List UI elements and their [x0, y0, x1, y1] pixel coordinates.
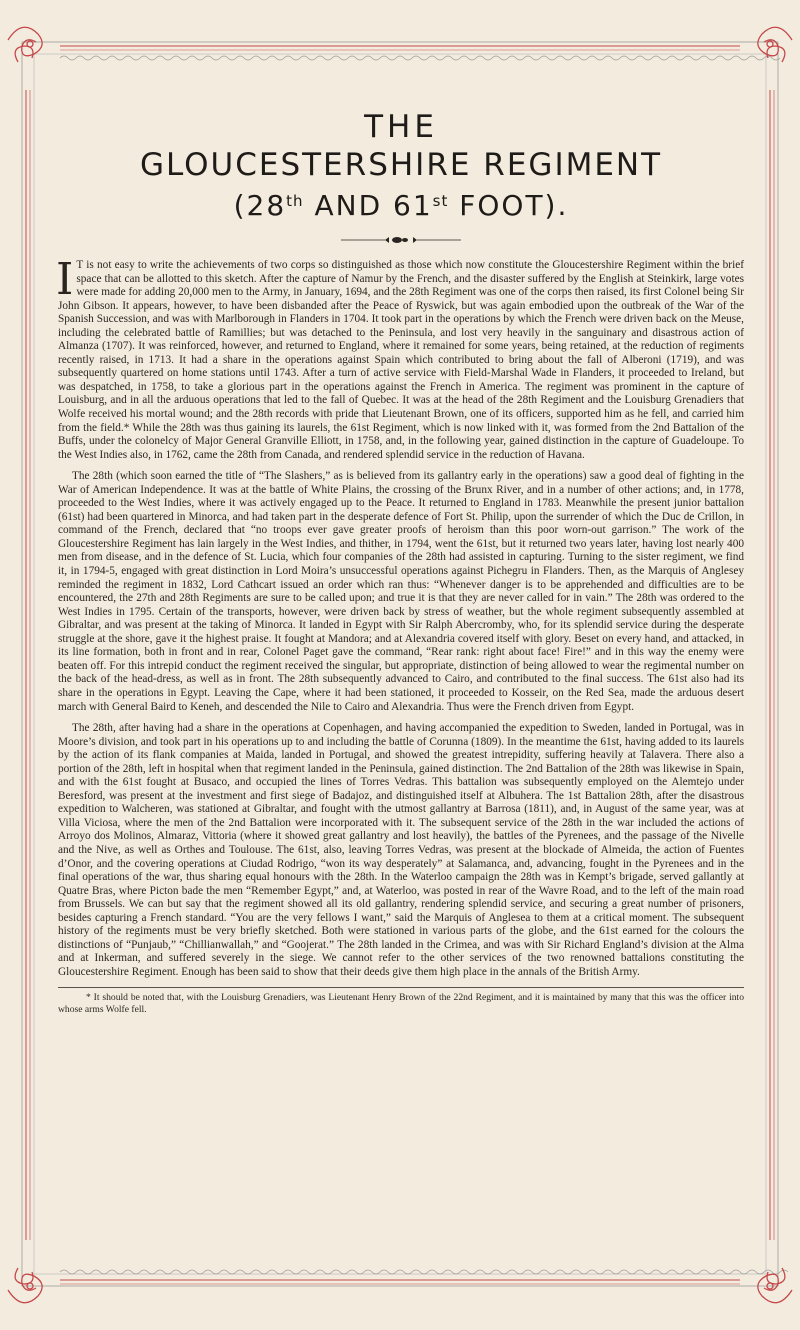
article-body: [56, 254, 744, 979]
title-line-the: THE: [364, 109, 438, 145]
footnote: * It should be noted that, with the Louisburg Grenadiers, was Lieutenant Henry Brown of the 22nd Regiment, and it is maintained by many that this was the officer into whose arms Wolfe fell.: [58, 992, 744, 1016]
paragraph-3: The 28th, after having had a share in the operations at Copenhagen, and having accompanied the expedition to Sweden, landed in Portugal, was in Moore’s division, and took part in his operations up to and including the battle of Corunna (1809). In the meantime the 61st, having added to its laurels by the action of its flank companies at Maida, landed in Portugal, and showed the greatest intrepidity, suffering heavily at Talavera. There also a portion of the 28th, left in hospital when that regiment landed in the Peninsula, gained distinction. The 2nd Battalion of the 28th was likewise in Spain, and with the 61st fought at Busaco, and occupied the lines of Torres Vedras. This battalion was subsequently employed on the Alemtejo under Beresford, was present at the investment and first siege of Badajoz, and distinguished itself at Albuhera. The 1st Battalion 28th, after the disastrous expedition to Walcheren, was stationed at Gibraltar, and fought with the utmost gallantry at Barrosa (1811), and, in August of the same year, was at Villa Viciosa, where the men of the 2nd Battalion were incorporated with it. The subsequent service of the 28th in the war included the actions of Arroyo dos Molinos, Almaraz, Vittoria (where it showed great gallantry and lost heavily), the battles of the Pyrenees, and the passage of the Nivelle and the Nive, as well as Orthes and Toulouse. The 61st, also, leaving Torres Vedras, was present at the blockade of Almeida, the action of Fuentes d’Onor, and the covering operations at Ciudad Rodrigo, “won its way desperately” at Salamanca, and, advancing, fought in the Pyrenees and in the final operations of the war, thus sharing equal honours with the 28th. In the Waterloo campaign the 28th was in Kempt’s brigade, served gallantly at Quatre Bras, where Picton bade the men “Remember Egypt,” and, at Waterloo, was posted in rear of the Wavre Road, and to the left of the main road from Brussels. We can but say that the regiment showed all its old gallantry, rendering splendid service, and securing a great number of prisoners, besides capturing a French standard. “You are the very fellows I want,” said the Marquis of Anglesea to them at a critical moment. The subsequent history of the regiments must be very briefly sketched. Both were stationed in various parts of the globe, and the 61st earned for the colours the distinctions of “Punjaub,” “Chillianwallah,” and “Goojerat.” The 28th landed in the Crimea, and was with Sir Richard England’s division at the Alma and at Inkerman, and suffered severely in the siege. We cannot refer to the other services of the two renowned battalions constituting the Gloucestershire Regiment. Enough has been said to show that their deeds give them high place in the annals of the British Army.: [58, 722, 744, 978]
corner-ornament-icon: [8, 27, 42, 62]
content-area: [58, 100, 744, 1272]
drop-cap: I: [56, 254, 74, 305]
title-subtitle: (28th AND 61st FOOT).: [233, 189, 569, 222]
title-regiment: GLOUCESTERSHIRE REGIMENT: [139, 147, 663, 183]
paragraph-2: The 28th (which soon earned the title of “The Slashers,” as is believed from its gallantry early in the operations) saw a good deal of fighting in the War of American Independence. It was at the battle of White Plains, the crossing of the Brunx River, and in a number of other actions; and, in 1778, proceeded to the West Indies, where it was actively engaged up to the Peace. It returned to England in 1783. Meanwhile the present junior battalion (61st) had been quartered in Minorca, and had taken part in the desperate defence of Fort St. Philip, upon the surrender of which the Duc de Crillon, in command of the French, declared that “no troops ever gave greater proofs of heroism than this poor worn-out garrison.” The work of the Gloucestershire Regiment has lain largely in the West Indies, and thither, in 1794, went the 61st, but it returned two years later, having lost nearly 400 men from disease, and in the defence of St. Lucia, which four companies of the 28th had assisted in capturing. Turning to the sister regiment, we find it, in 1794-5, engaged with great distinction in Lord Moira’s unsuccessful operations against Pichegru in Flanders. Then, as the Marquis of Anglesey reminded the regiment in 1832, Lord Cathcart issued an order which ran thus: “Whenever danger is to be apprehended and difficulties are to be encountered, the 27th and 28th Regiments are sure to be called upon; and true it is that they are never called for in vain.” The 28th was ordered to the West Indies in 1795. Certain of the transports, however, were driven back by stress of weather, but the whole regiment subsequently assembled at Gibraltar, and was present at the taking of Minorca. It landed in Egypt with Sir Ralph Abercromby, who, for its splendid service during the desperate struggle at the shore, gave it the highest praise. It fought at Mandora; and at Alexandria covered itself with glory. Beset on every hand, and attacked, in its line formation, both in front and in rear, Colonel Paget gave the command, “Rear rank: right about face! Fire!” and in this way the enemy were beaten off. For this intrepid conduct the regiment received the singular, but appropriate, distinction of being allowed to wear the regimental number on the back of the head-dress, as well as in front. The 28th subsequently advanced to Cairo, and contributed to the final success. The 61st also had its share in the operations in Egypt. Leaving the Cape, where it had been stationed, it proceeded to Kosseir, on the Red Sea, made the arduous desert march with General Baird to Keneh, and descended the Nile to Cairo and Alexandria. Thus were the French driven from Egypt.: [58, 470, 744, 713]
divider-ornament-icon: [341, 235, 461, 245]
footnote-rule: [58, 987, 744, 988]
paragraph-1: I T is not easy to write the achievements of two corps so distinguished as those which now constitute the Gloucestershire Regiment within the brief space that can be allotted to this sketch. After the capture of Namur by the French, and the disaster suffered by the English at Steinkirk, large votes were made for adding 20,000 men to the Army, in January, 1694, and the 28th Regiment was one of the corps then raised, its first Colonel being Sir John Gibson. It appears, however, to have been disbanded after the Peace of Ryswick, but was again embodied upon the outbreak of the War of the Spanish Succession, and was with Marlborough in Flanders in 1704. It took part in the operations by which the French were driven back on the Meuse, including the celebrated battle of Ramillies; but was detached to the Peninsula, and lost very heavily in the sanguinary and disastrous action of Almanza (1707). It was reinforced, however, and returned to England, where it remained for some years, being retained, at the reduction of regiments recently raised, in 1713. It had a share in the operations against Spain which contributed to bring about the fall of Alberoni (1719), and was subsequently quartered on home stations until 1743. After a turn of active service with Field-Marshal Wade in Flanders, it proceeded to Ireland, but was despatched, in 1758, to take a glorious part in the operations against the French in America. The regiment was prominent in the capture of Louisburg, and in all the arduous operations that led to the fall of Quebec. It was at the head of the 28th Regiment and the Louisburg Grenadiers that Wolfe received his mortal wound; and the 28th records with pride that Lieutenant Brown, one of its officers, supported him as he fell, and carried him from the field.* While the 28th was thus gaining its laurels, the 61st Regiment, which is now linked with it, was formed from the 2nd Battalion of the Buffs, under the colonelcy of Major General Granville Elliott, in 1758, and, in the following year, gained distinction in the capture of Guadeloupe. To the West Indies also, in 1762, came the 28th from Canada, and rendered splendid service in the reduction of Havana.: [56, 254, 744, 461]
